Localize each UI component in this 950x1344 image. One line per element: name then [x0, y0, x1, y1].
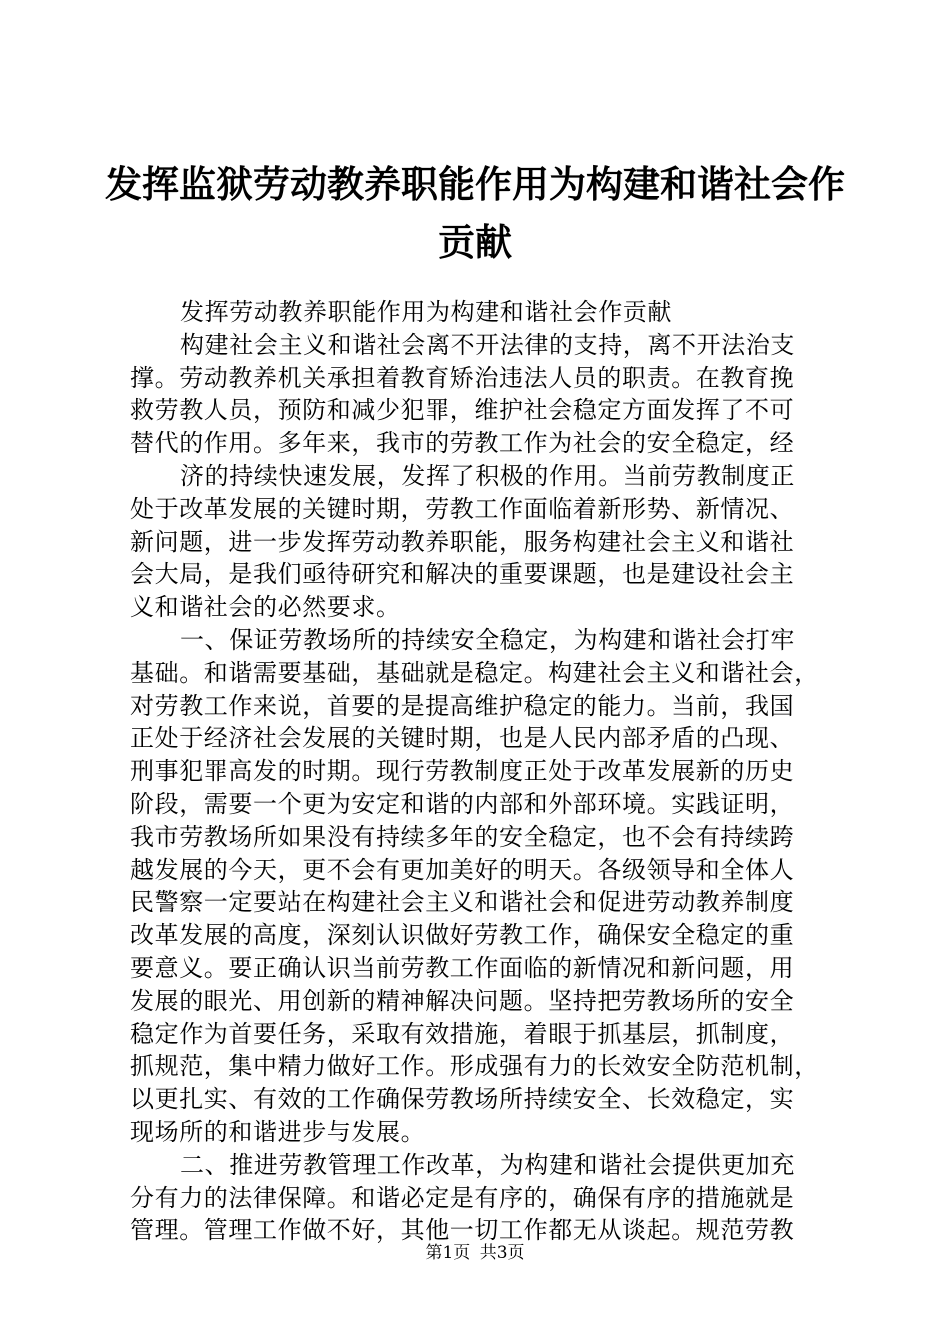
- text-line: 抓规范，集中精力做好工作。形成强有力的长效安全防范机制，: [130, 1052, 819, 1081]
- text-line: 构建社会主义和谐社会离不开法律的支持，离不开法治支: [180, 330, 795, 359]
- text-line: 刑事犯罪高发的时期。现行劳教制度正处于改革发展新的历史: [130, 757, 795, 786]
- document-title-line-1: 发挥监狱劳动教养职能作用为构建和谐社会作: [105, 162, 845, 206]
- page-footer: [0, 1241, 950, 1265]
- document-title-line-2: 贡献: [438, 220, 512, 264]
- text-line: 要意义。要正确认识当前劳教工作面临的新情况和新问题，用: [130, 953, 795, 982]
- text-line: 会大局，是我们亟待研究和解决的重要课题，也是建设社会主: [130, 560, 795, 589]
- text-line: 阶段，需要一个更为安定和谐的内部和外部环境。实践证明，: [130, 789, 795, 818]
- text-line: 以更扎实、有效的工作确保劳教场所持续安全、长效稳定，实: [130, 1085, 795, 1114]
- page-total: 共3页: [479, 1243, 525, 1263]
- text-line: 正处于经济社会发展的关键时期，也是人民内部矛盾的凸现、: [130, 724, 795, 753]
- text-line: 改革发展的高度，深刻认识做好劳教工作，确保安全稳定的重: [130, 921, 795, 950]
- document-body: [130, 296, 830, 1247]
- text-line: 新问题，进一步发挥劳动教养职能，服务构建社会主义和谐社: [130, 527, 795, 556]
- text-line: 稳定作为首要任务，采取有效措施，着眼于抓基层，抓制度，: [130, 1019, 795, 1048]
- text-line: 处于改革发展的关键时期，劳教工作面临着新形势、新情况、: [130, 494, 795, 523]
- text-line: 我市劳教场所如果没有持续多年的安全稳定，也不会有持续跨: [130, 822, 795, 851]
- text-line: 管理。管理工作做不好，其他一切工作都无从谈起。规范劳教: [130, 1216, 795, 1245]
- text-line: 发挥劳动教养职能作用为构建和谐社会作贡献: [180, 298, 672, 326]
- text-line: 济的持续快速发展，发挥了积极的作用。当前劳教制度正: [180, 461, 795, 490]
- text-line: 民警察一定要站在构建社会主义和谐社会和促进劳动教养制度: [130, 888, 795, 917]
- text-line: 撑。劳动教养机关承担着教育矫治违法人员的职责。在教育挽: [130, 363, 795, 392]
- text-line: 发展的眼光、用创新的精神解决问题。坚持把劳教场所的安全: [130, 986, 795, 1015]
- page-number: 第1页: [425, 1243, 471, 1263]
- text-line: 义和谐社会的必然要求。: [130, 593, 401, 622]
- text-line: 替代的作用。多年来，我市的劳教工作为社会的安全稳定，经: [130, 429, 795, 458]
- text-line: 一、保证劳教场所的持续安全稳定，为构建和谐社会打牢: [180, 625, 795, 654]
- text-line: 二、推进劳教管理工作改革，为构建和谐社会提供更加充: [180, 1150, 795, 1179]
- text-line: 对劳教工作来说，首要的是提高维护稳定的能力。当前，我国: [130, 691, 795, 720]
- text-line: 救劳教人员，预防和减少犯罪，维护社会稳定方面发挥了不可: [130, 396, 795, 425]
- text-line: 分有力的法律保障。和谐必定是有序的，确保有序的措施就是: [130, 1183, 795, 1212]
- text-line: 基础。和谐需要基础，基础就是稳定。构建社会主义和谐社会，: [130, 658, 819, 687]
- text-line: 越发展的今天，更不会有更加美好的明天。各级领导和全体人: [130, 855, 795, 884]
- text-line: 现场所的和谐进步与发展。: [130, 1117, 426, 1146]
